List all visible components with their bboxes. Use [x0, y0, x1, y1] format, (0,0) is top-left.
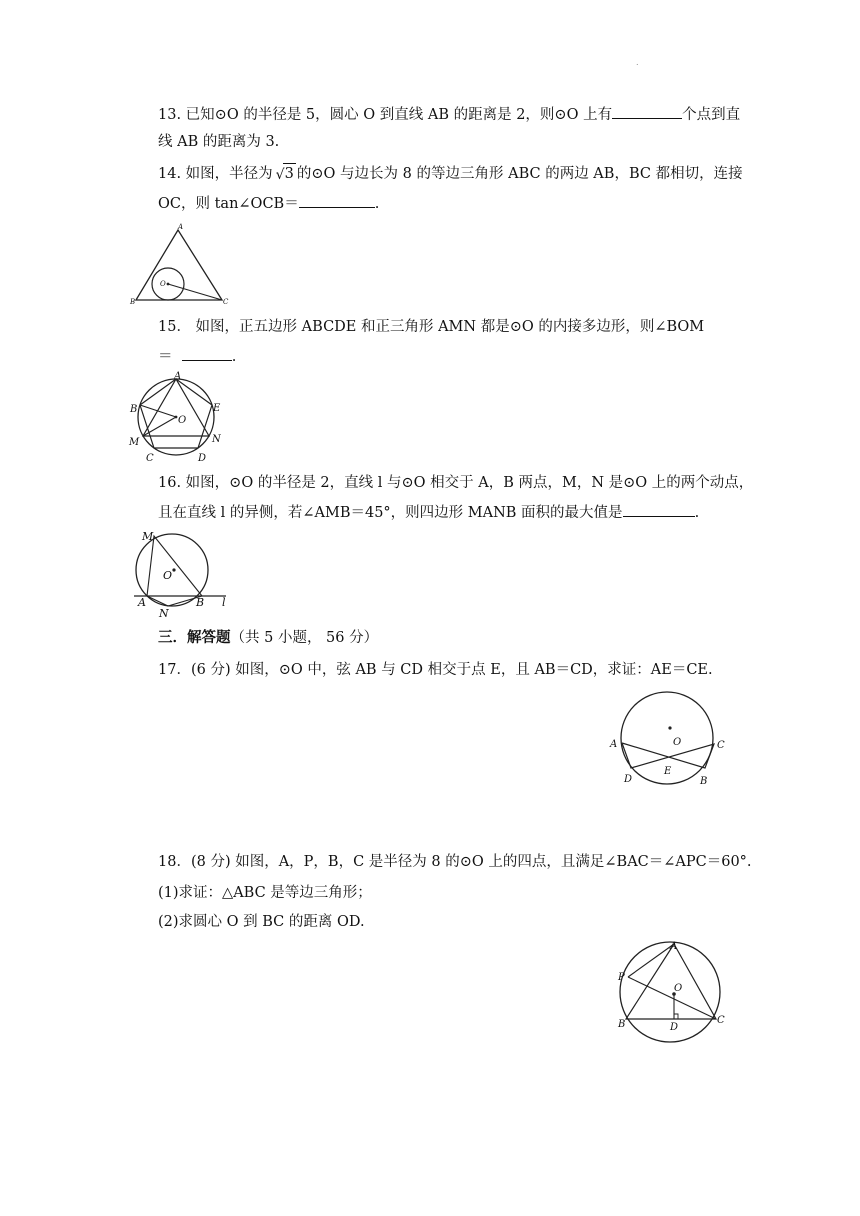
q18-line1: 18．(8 分) 如图，A，P，B，C 是半径为 8 的⊙O 上的四点，且满足∠BAC＝∠APC＝60°.	[158, 854, 752, 870]
q14-answer-blank[interactable]	[299, 193, 375, 208]
label-n: N	[212, 434, 221, 445]
label-o: O	[674, 983, 683, 994]
label-c: C	[717, 1015, 725, 1026]
q13-line1	[158, 104, 741, 125]
label-d: D	[624, 774, 633, 785]
label-b: B	[196, 596, 205, 609]
label-d: D	[670, 1022, 679, 1033]
q15-line2	[158, 346, 733, 367]
q16-answer-blank[interactable]	[623, 502, 695, 517]
triangle-abc	[136, 230, 222, 300]
label-b: B	[618, 1019, 626, 1030]
label-b: B	[130, 404, 138, 415]
q14-figure	[128, 222, 238, 308]
q16-figure	[130, 526, 240, 618]
label-o: O	[178, 415, 187, 426]
sqrt-icon: √	[275, 167, 285, 183]
q15-figure	[128, 372, 228, 464]
label-o: O	[163, 569, 173, 582]
label-o: O	[673, 737, 682, 748]
label-p: P	[618, 972, 625, 983]
q13-line2: 线 AB 的距离为 3.	[158, 134, 280, 150]
chords-ab-cd	[622, 743, 714, 768]
label-l: l	[222, 596, 226, 609]
q18-figure	[610, 934, 740, 1044]
label-a: A	[138, 596, 146, 609]
label-m: M	[142, 530, 154, 543]
q16-line1: 16. 如图，⊙O 的半径是 2，直线 l 与⊙O 相交于 A，B 两点，M，N 是⊙O 上的两个动点，	[158, 475, 754, 491]
q14-line2	[158, 193, 733, 214]
label-c: C	[223, 298, 229, 306]
label-c: C	[717, 740, 725, 751]
section3-title: 三．解答题	[158, 629, 231, 646]
q15-text-post: .	[231, 349, 237, 365]
q14-line1	[158, 164, 743, 184]
q16-text-post: .	[694, 505, 700, 521]
section3-heading	[158, 628, 733, 648]
sqrt-expression	[276, 164, 294, 184]
label-m: M	[129, 437, 140, 448]
section3-detail: （共 5 小题， 56 分）	[230, 630, 379, 646]
q18-line2: (1)求证：△ABC 是等边三角形；	[158, 885, 372, 901]
label-a: A	[610, 739, 618, 750]
q17-figure	[604, 688, 734, 792]
label-e: E	[664, 766, 672, 777]
q14-text-post: 的⊙O 与边长为 8 的等边三角形 ABC 的两边 AB，BC 都相切，连接	[296, 166, 743, 182]
label-o: O	[160, 280, 166, 288]
right-angle-mark	[674, 1014, 678, 1019]
label-a: A	[174, 371, 182, 382]
top-mark: .	[636, 58, 639, 67]
triangle-abc	[626, 944, 716, 1019]
q14-text2-post: .	[374, 196, 380, 212]
label-d: D	[198, 453, 207, 464]
q17-line1: 17．(6 分) 如图，⊙O 中，弦 AB 与 CD 相交于点 E，且 AB＝CD，求证：AE＝CE.	[158, 662, 713, 678]
q13-answer-blank[interactable]	[612, 104, 682, 119]
q16-text-pre: 且在直线 l 的异侧，若∠AMB＝45°，则四边形 MANB 面积的最大值是	[158, 505, 623, 521]
label-b: B	[700, 776, 708, 787]
label-a: A	[178, 223, 184, 231]
label-c: C	[146, 453, 154, 464]
q15-answer-blank[interactable]	[182, 346, 232, 361]
q14-text2-pre: OC，则 tan∠OCB＝	[158, 196, 299, 212]
q13-text-pre: 13. 已知⊙O 的半径是 5，圆心 O 到直线 AB 的距离是 2，则⊙O 上有	[158, 107, 613, 123]
label-a: A	[670, 941, 678, 952]
q15-text-pre: ＝	[158, 349, 173, 365]
q18-line3: (2)求圆心 O 到 BC 的距离 OD.	[158, 914, 365, 930]
q13-text-post: 个点到直	[682, 107, 741, 123]
q16-line2	[158, 502, 733, 523]
label-e: E	[213, 403, 221, 414]
sqrt-value: 3	[284, 166, 294, 182]
q14-text-pre: 14. 如图，半径为	[158, 166, 273, 182]
label-n: N	[159, 607, 169, 620]
q15-line1: 15． 如图，正五边形 ABCDE 和正三角形 AMN 都是⊙O 的内接多边形，则∠BOM	[158, 319, 705, 335]
label-b: B	[130, 298, 136, 306]
